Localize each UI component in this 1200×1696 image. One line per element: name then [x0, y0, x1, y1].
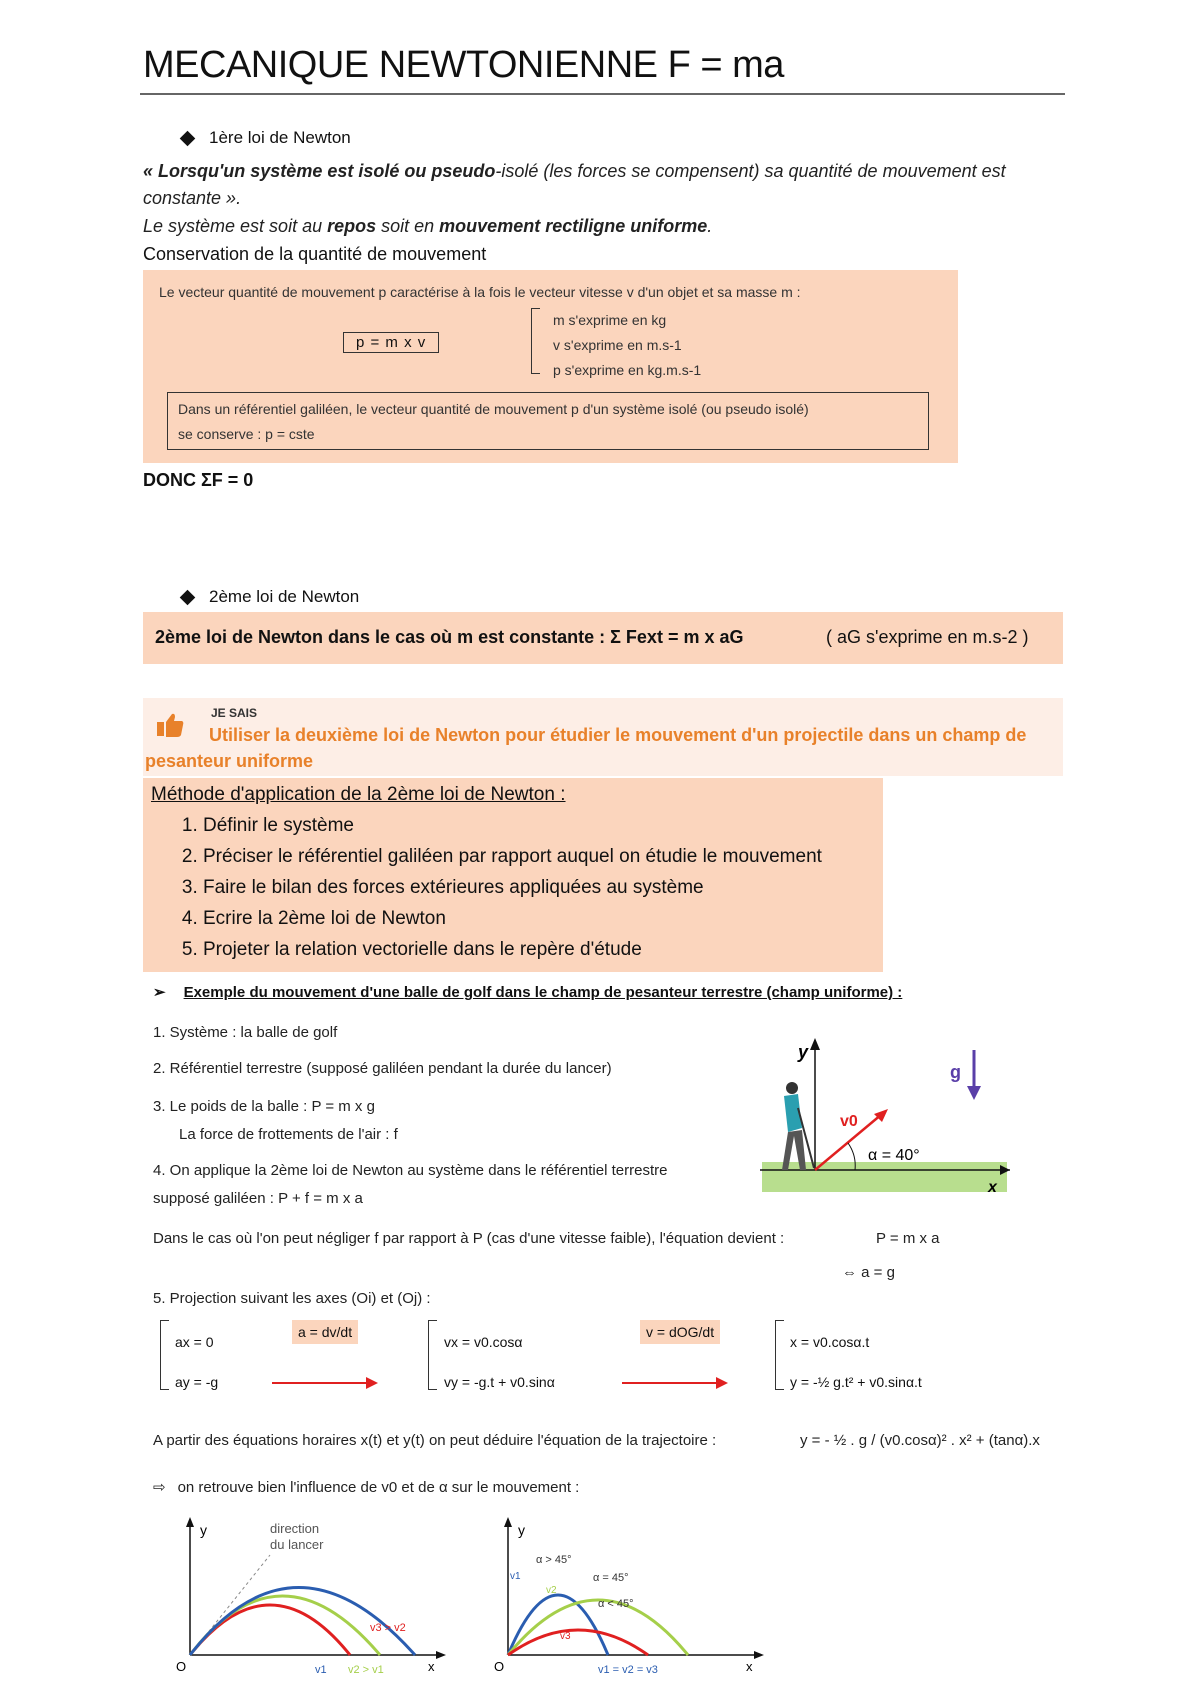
graph2-v2: v2	[546, 1585, 557, 1596]
graph2-x-label: x	[746, 1659, 753, 1674]
momentum-box	[143, 270, 958, 463]
pos-components	[790, 1322, 922, 1402]
graph1-curve-v1	[190, 1605, 350, 1655]
graph1-v1: v1	[315, 1664, 327, 1675]
law1-quote-rest: -isolé (les forces se compensent) sa quantité de mouvement est constante ».	[143, 161, 1006, 208]
page-title: MECANIQUE NEWTONIENNE F = ma	[143, 44, 784, 86]
example-heading	[153, 983, 902, 1001]
arrow-hollow-icon: ⇨	[153, 1479, 166, 1496]
step-referential: 2. Référentiel terrestre (supposé galiléen pendant la durée du lancer)	[153, 1060, 612, 1077]
law1-state-rest: repos	[327, 216, 377, 236]
law1-state	[143, 216, 712, 237]
golf-alpha-label: α = 40°	[868, 1147, 920, 1164]
law1-quote	[143, 158, 1063, 212]
golf-g-label: g	[950, 1062, 961, 1082]
golfer-icon	[782, 1082, 814, 1170]
conservation-title: Conservation de la quantité de mouvement	[143, 244, 487, 264]
law1-heading-text: 1ère loi de Newton	[209, 128, 351, 147]
method-box	[143, 778, 883, 972]
law1-heading	[182, 128, 351, 148]
pos-x: x = v0.cosα.t	[790, 1334, 870, 1350]
law1-state-pre: Le système est soit au	[143, 216, 328, 236]
vel-brace	[428, 1320, 437, 1390]
arrow-right-icon	[620, 1376, 730, 1390]
diamond-bullet-icon	[180, 590, 196, 606]
step-newton-eq: supposé galiléen : P + f = m x a	[153, 1190, 363, 1207]
arrow-right-icon	[270, 1376, 380, 1390]
conservation-line2: se conserve : p = cste	[178, 426, 315, 442]
units-brace	[531, 308, 540, 374]
method-step: 5. Projeter la relation vectorielle dans le repère d'étude	[203, 938, 822, 961]
golf-y-label: y	[798, 1042, 809, 1062]
graph1-y-label: y	[200, 1522, 207, 1538]
acc-components	[175, 1322, 218, 1402]
graph1-x-label: x	[428, 1659, 435, 1674]
law1-quote-bold: « Lorsqu'un système est isolé ou pseudo	[143, 161, 496, 181]
unit-m: m s'exprime en kg	[553, 312, 667, 328]
method-steps	[163, 814, 822, 969]
ground	[762, 1162, 1007, 1192]
graph2-alpha-eq45: α = 45°	[593, 1572, 629, 1584]
acc-x: ax = 0	[175, 1334, 214, 1350]
example-heading-text: Exemple du mouvement d'une balle de golf dans le champ de pesanteur terrestre (champ uniforme) :	[183, 984, 903, 1001]
law1-state-end: .	[707, 216, 713, 236]
neglect-eq2: ⇔ a = g	[842, 1264, 895, 1281]
method-step: 1. Définir le système	[203, 814, 822, 837]
graph2-speeds: v1 = v2 = v3	[598, 1664, 658, 1675]
golf-figure	[760, 1036, 1020, 1206]
graph2-alpha-lt45: α < 45°	[598, 1598, 634, 1610]
graph1-origin: O	[176, 1659, 187, 1674]
donc-equation: DONC ΣF = 0	[143, 470, 254, 490]
arrow-bullet-icon: ➢	[153, 984, 166, 1001]
graph2-origin: O	[494, 1659, 505, 1674]
title-divider	[140, 93, 1065, 95]
conservation-line1: Dans un référentiel galiléen, le vecteur quantité de mouvement p d'un système isolé (ou pseudo isolé)	[178, 401, 809, 417]
graph2-v3: v3	[560, 1631, 571, 1642]
step-newton: 4. On applique la 2ème loi de Newton au système dans le référentiel terrestre	[153, 1162, 668, 1179]
acc-y: ay = -g	[175, 1374, 219, 1390]
jesais-label: JE SAIS	[211, 706, 258, 720]
law1-state-uniform: mouvement rectiligne uniforme	[439, 216, 708, 236]
golf-x-label: x	[988, 1179, 997, 1196]
law2-heading-text: 2ème loi de Newton	[209, 587, 360, 606]
influence-text	[153, 1478, 579, 1496]
jesais-box	[143, 698, 1063, 776]
law2-unit: ( aG s'exprime en m.s-2 )	[826, 627, 1029, 647]
momentum-formula: p = m x v	[343, 332, 439, 353]
neglect-eq1: P = m x a	[876, 1230, 940, 1247]
graph1-v2v1: v2 > v1	[348, 1664, 384, 1675]
method-step: 2. Préciser le référentiel galiléen par rapport auquel on étudie le mouvement	[203, 845, 822, 868]
step-projection: 5. Projection suivant les axes (Oi) et (Oj) :	[153, 1290, 431, 1307]
law1-state-mid: soit en	[376, 216, 440, 236]
method-step: 3. Faire le bilan des forces extérieures appliquées au système	[203, 876, 822, 899]
method-title: Méthode d'application de la 2ème loi de Newton :	[151, 784, 566, 805]
influence-text-label: on retrouve bien l'influence de v0 et de α sur le mouvement :	[177, 1479, 580, 1496]
pos-brace	[775, 1320, 784, 1390]
step-forces: 3. Le poids de la balle : P = m x g	[153, 1098, 375, 1115]
unit-v: v s'exprime en m.s-1	[553, 337, 682, 353]
graph2-v1: v1	[510, 1571, 521, 1582]
trajectory-eq: y = - ½ . g / (v0.cosα)² . x² + (tanα).x	[800, 1432, 1040, 1449]
rel-acc: a = dv/dt	[292, 1320, 358, 1344]
acc-brace	[160, 1320, 169, 1390]
method-step: 4. Ecrire la 2ème loi de Newton	[203, 907, 822, 930]
graph2-y-label: y	[518, 1522, 525, 1538]
vel-components	[444, 1322, 555, 1402]
trajectory-graph-angle	[488, 1515, 768, 1675]
unit-p: p s'exprime en kg.m.s-1	[553, 362, 702, 378]
law2-heading	[182, 587, 359, 607]
trajectory-graph-speed	[170, 1515, 450, 1675]
graph1-v3v2: v3 > v2	[370, 1622, 406, 1634]
graph2-alpha-gt45: α > 45°	[536, 1554, 572, 1566]
diamond-bullet-icon	[180, 131, 196, 147]
rel-vel: v = dOG/dt	[640, 1320, 720, 1344]
neglect-text: Dans le cas où l'on peut négliger f par rapport à P (cas d'une vitesse faible), l'équation devient :	[153, 1230, 785, 1247]
graph1-direction1: direction	[270, 1521, 320, 1536]
law2-formula: 2ème loi de Newton dans le cas où m est constante : Σ Fext = m x aG	[155, 627, 744, 647]
conservation-inner-box	[167, 392, 929, 450]
vel-x: vx = v0.cosα	[444, 1334, 523, 1350]
graph1-direction2: du lancer	[270, 1537, 324, 1552]
step-system: 1. Système : la balle de golf	[153, 1024, 338, 1041]
pos-y: y = -½ g.t² + v0.sinα.t	[790, 1374, 922, 1390]
vel-y: vy = -g.t + v0.sinα	[444, 1374, 555, 1390]
units-list	[553, 308, 701, 383]
golf-v0-label: v0	[840, 1113, 858, 1130]
step-friction: La force de frottements de l'air : f	[179, 1126, 398, 1143]
momentum-intro: Le vecteur quantité de mouvement p caractérise à la fois le vecteur vitesse v d'un objet et sa masse m :	[159, 284, 801, 300]
trajectory-text: A partir des équations horaires x(t) et y(t) on peut déduire l'équation de la trajectoire :	[153, 1432, 717, 1449]
jesais-text: Utiliser la deuxième loi de Newton pour étudier le mouvement d'un projectile dans un champ de pesanteur uniforme	[145, 725, 1027, 771]
law2-box	[143, 612, 1063, 664]
